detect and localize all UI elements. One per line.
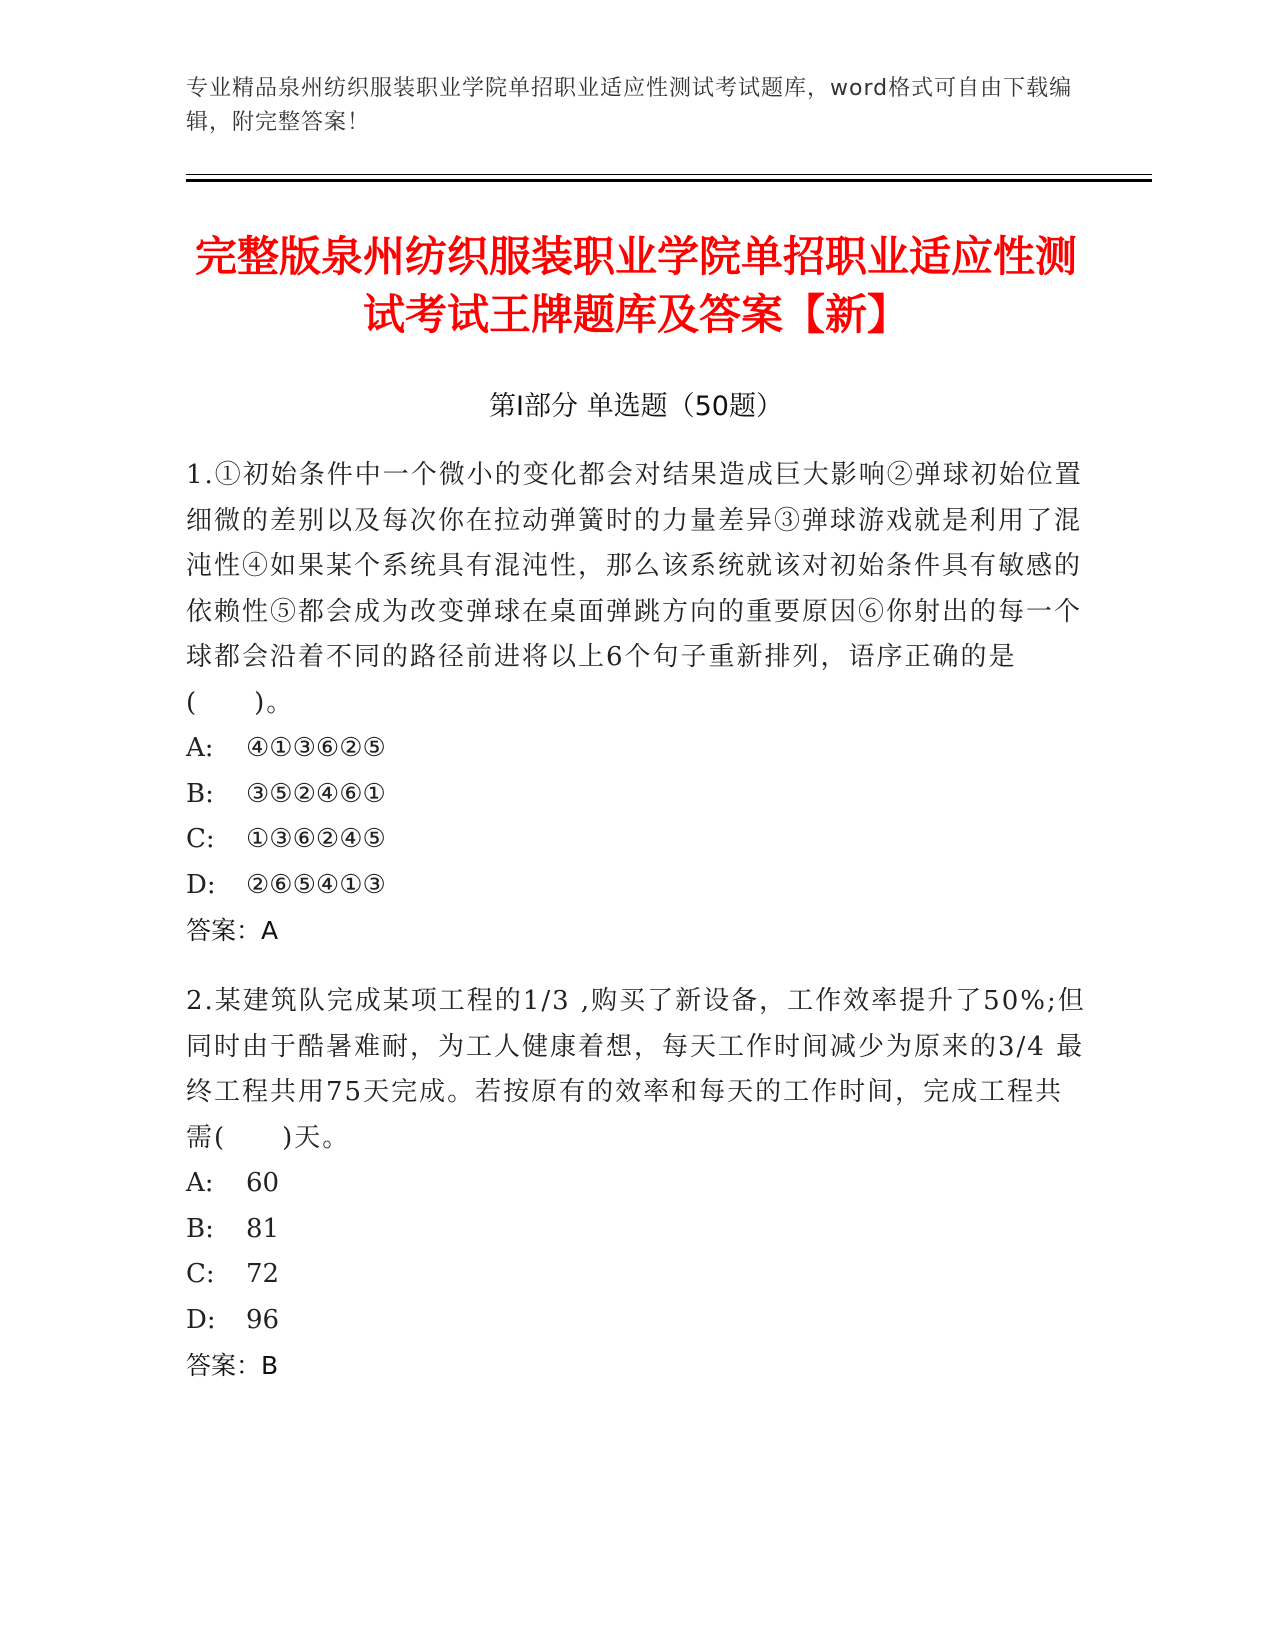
question-1 xyxy=(186,453,1086,954)
option-text: ③⑤②④⑥① xyxy=(246,778,386,809)
option-b xyxy=(186,772,1086,818)
option-key: B: xyxy=(186,778,214,809)
header-divider-thick xyxy=(186,179,1152,182)
question-stem: 2.某建筑队完成某项工程的1/3 ,购买了新设备，工作效率提升了50%;但同时由于酷暑难耐，为工人健康着想，每天工作时间减少为原来的3/4 最终工程共用75天完成。若按原有的效率和每天的工作时间，完成工程共需( )天。 xyxy=(186,986,1086,1153)
option-key: A: xyxy=(186,733,214,763)
question-stem: 1.①初始条件中一个微小的变化都会对结果造成巨大影响②弹球初始位置细微的差别以及每次你在拉动弹簧时的力量差异③弹球游戏就是利用了混沌性④如果某个系统具有混沌性，那么该系统就该对初始条件具有敏感的依赖性⑤都会成为改变弹球在桌面弹跳方向的重要原因⑥你射出的每一个球都会沿着不同的路径前进将以上6个句子重新排列，语序正确的是( )。 xyxy=(186,460,1083,718)
option-text: 72 xyxy=(246,1259,280,1289)
option-text: 96 xyxy=(246,1304,280,1335)
option-key: D: xyxy=(186,1304,216,1335)
option-key: B: xyxy=(186,1213,214,1244)
header-note: 专业精品泉州纺织服装职业学院单招职业适应性测试考试题库，word格式可自由下载编辑，附完整答案！ xyxy=(186,76,1073,135)
option-text: 81 xyxy=(246,1213,280,1244)
option-d xyxy=(186,863,1086,909)
question-2 xyxy=(186,979,1086,1389)
option-text: ②⑥⑤④①③ xyxy=(246,869,386,900)
option-text: ①③⑥②④⑤ xyxy=(246,824,386,854)
option-c xyxy=(186,1252,1086,1298)
option-text: ④①③⑥②⑤ xyxy=(246,733,386,763)
document-title: 完整版泉州纺织服装职业学院单招职业适应性测试考试王牌题库及答案【新】 xyxy=(194,232,1077,339)
option-a xyxy=(186,1161,1086,1207)
option-key: C: xyxy=(186,1259,215,1289)
option-a xyxy=(186,726,1086,772)
option-d xyxy=(186,1298,1086,1344)
option-key: D: xyxy=(186,869,216,900)
option-key: C: xyxy=(186,824,215,854)
option-b xyxy=(186,1207,1086,1253)
section-heading: 第I部分 单选题（50题） xyxy=(489,391,783,422)
answer-line: 答案：B xyxy=(186,1351,279,1380)
option-key: A: xyxy=(186,1168,214,1198)
option-c xyxy=(186,817,1086,863)
answer-line: 答案：A xyxy=(186,916,279,945)
header-divider-thin xyxy=(186,174,1152,175)
option-text: 60 xyxy=(246,1168,280,1198)
